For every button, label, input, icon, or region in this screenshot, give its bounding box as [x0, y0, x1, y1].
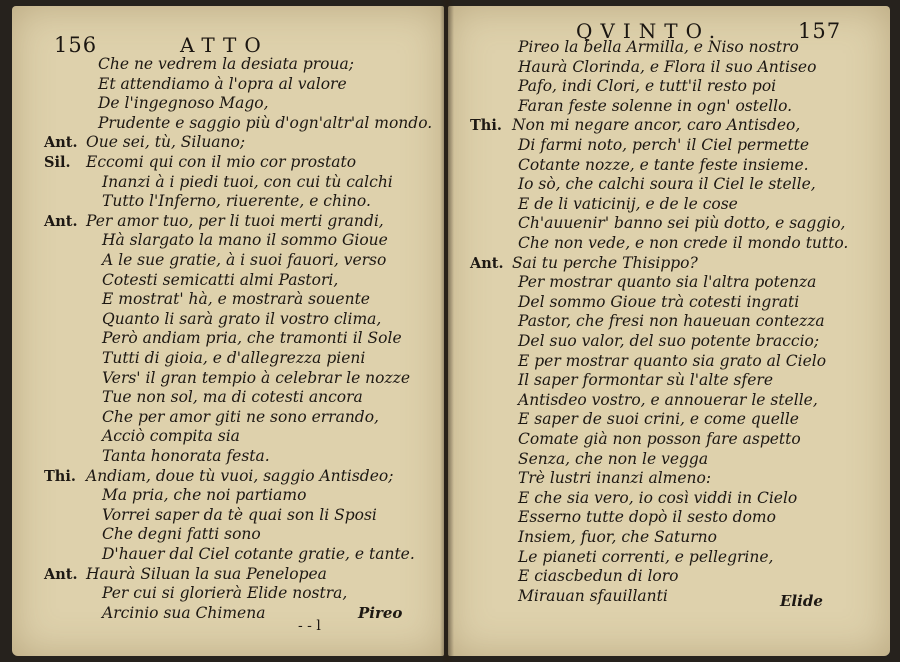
verse-line: Acciò compita sia [102, 427, 240, 446]
verse-line: Haurà Siluan la sua Penelopea [86, 564, 327, 583]
verse-line: Vorrei saper da tè quai son li Sposi [102, 505, 377, 524]
verse-line: Hà slargato la mano il sommo Gioue [102, 231, 388, 250]
page-number: 157 [798, 19, 842, 43]
verse-line: Tue non sol, ma di cotesti ancora [102, 388, 363, 407]
verse-line: Tutto l'Inferno, riuerente, e chino. [102, 192, 371, 211]
verse-line: Oue sei, tù, Siluano; [86, 133, 246, 152]
verse-line: Che non vede, e non crede il mondo tutto. [518, 234, 849, 252]
verse-line: Del suo valor, del suo potente braccio; [518, 332, 820, 350]
verse-line: Di farmi noto, perch' il Ciel permette [518, 136, 810, 154]
verse-line: Haurà Clorinda, e Flora il suo Antiseo [518, 57, 817, 76]
verse-line: Trè lustri inanzi almeno: [518, 469, 712, 488]
verse-line: Che ne vedrem la desiata proua; [98, 55, 354, 73]
speaker-label: Sil. [44, 154, 71, 171]
verse-line: Pastor, che fresi non haueuan contezza [518, 312, 825, 331]
verse-line: Eccomi qui con il mio cor prostato [86, 153, 357, 171]
verse-line: Faran feste solenne in ogn' ostello. [518, 96, 793, 115]
verse-line: De l'ingegnoso Mago, [98, 94, 269, 113]
verse-line: Tutti di gioia, e d'allegrezza pieni [102, 349, 366, 367]
speaker-label: Ant. [44, 565, 78, 583]
verse-line: E che sia vero, io così viddi in Cielo [518, 488, 798, 507]
right-page [448, 6, 890, 656]
verse-line: Antisdeo vostro, e annouerar le stelle, [518, 390, 818, 409]
verse-line: Che degni fatti sono [102, 525, 261, 544]
verse-line: Del sommo Gioue trà cotesti ingrati [518, 292, 800, 311]
verse-line: Per cui si glorierà Elide nostra, [102, 584, 348, 603]
verse-line: Quanto li sarà grato il vostro clima, [102, 309, 382, 328]
speaker-label: Ant. [44, 212, 78, 230]
book-gutter [440, 0, 454, 662]
speaker-label: Thi. [44, 467, 76, 485]
catchword: Elide [780, 592, 823, 610]
verse-line: Et attendiamo à l'opra al valore [98, 74, 347, 93]
verse-line: Non mi negare ancor, caro Antisdeo, [512, 116, 801, 135]
verse-line: Le pianeti correnti, e pellegrine, [518, 547, 774, 566]
verse-line: Ch'auuenir' banno sei più dotto, e saggio, [518, 214, 846, 233]
verse-line: E de li vaticinij, e de le cose [518, 194, 738, 213]
verse-line: Ma pria, che noi partiamo [102, 486, 307, 505]
verse-line: Andiam, doue tù vuoi, saggio Antisdeo; [86, 466, 394, 485]
verse-line: Per amor tuo, per li tuoi merti grandi, [86, 211, 384, 230]
verse-line: Io sò, che calchi soura il Ciel le stelle, [518, 175, 816, 194]
verse-line: Pafo, indi Clori, e tutt'il resto poi [518, 77, 777, 96]
verse-line: E mostrat' hà, e mostrarà souente [102, 290, 370, 309]
verse-line: Sai tu perche Thisippo? [512, 253, 698, 272]
running-head: ATTO [180, 33, 269, 57]
verse-line: E saper de suoi crini, e come quelle [518, 410, 799, 429]
catchword: Pireo [358, 604, 403, 622]
verse-line: Mirauan sfauillanti [518, 586, 668, 605]
verse-line: Senza, che non le vegga [518, 449, 709, 468]
verse-line: Esserno tutte dopò il sesto domo [518, 508, 776, 527]
verse-line: Insiem, fuor, che Saturno [518, 528, 717, 546]
verse-line: Però andiam pria, che tramonti il Sole [102, 329, 402, 348]
verse-line: Prudente e saggio più d'ogn'altr'al mondo. [98, 113, 433, 132]
verse-line: Arcinio sua Chimena [102, 603, 266, 622]
verse-line: Inanzi à i piedi tuoi, con cui tù calchi [102, 172, 393, 191]
verse-line: Per mostrar quanto sia l'altra potenza [518, 273, 817, 292]
verse-line: Tanta honorata festa. [102, 447, 270, 465]
verse-line: Cotesti semicatti almi Pastori, [102, 270, 339, 289]
speaker-label: Thi. [470, 117, 502, 135]
running-head: QVINTO. [576, 19, 724, 43]
left-page [12, 6, 444, 656]
verse-line: E ciascbedun di loro [518, 567, 679, 586]
verse-line: Vers' il gran tempio à celebrar le nozze [102, 368, 410, 387]
verse-line: Comate già non posson fare aspetto [518, 430, 801, 448]
speaker-label: Ant. [470, 254, 504, 272]
verse-line: Cotante nozze, e tante feste insieme. [518, 155, 809, 174]
verse-line: Il saper formontar sù l'alte sfere [518, 371, 773, 390]
verse-line: Pireo la bella Armilla, e Niso nostro [518, 38, 799, 56]
speaker-label: Ant. [44, 134, 78, 152]
verse-line: E per mostrar quanto sia grato al Cielo [518, 351, 827, 370]
verse-line: Che per amor giti ne sono errando, [102, 407, 379, 426]
verse-line: A le sue gratie, à i suoi fauori, verso [102, 251, 387, 269]
signature-mark: - - l [298, 618, 321, 634]
page-number: 156 [54, 33, 98, 57]
verse-line: D'hauer dal Ciel cotante gratie, e tante. [102, 545, 415, 563]
